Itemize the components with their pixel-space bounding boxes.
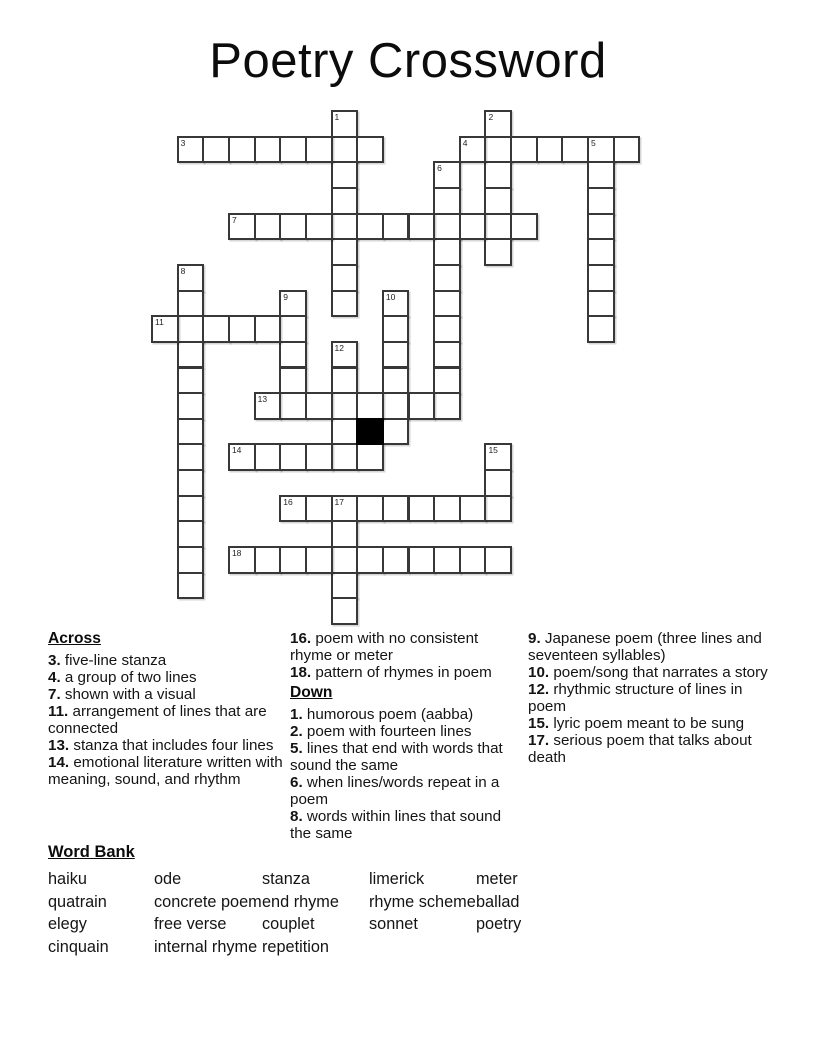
grid-cell[interactable] [433, 161, 461, 189]
grid-cell[interactable] [177, 572, 205, 600]
word-bank-column [369, 868, 476, 959]
grid-cell[interactable] [433, 546, 461, 574]
clue-column-left [48, 630, 285, 788]
grid-cell[interactable] [177, 315, 205, 343]
grid-cell[interactable] [228, 315, 256, 343]
grid-cell[interactable] [484, 469, 512, 497]
grid-cell[interactable] [331, 187, 359, 215]
clue-column-right [528, 630, 771, 766]
cell-number: 14 [231, 445, 242, 456]
clue-header-across: Across [48, 630, 101, 647]
clue-down-15 [528, 715, 771, 732]
grid-cell[interactable] [254, 136, 282, 164]
grid-cell[interactable] [279, 546, 307, 574]
clue-text: five-line stanza [60, 652, 167, 669]
cell-number: 16 [283, 496, 293, 507]
clue-number: 13. [48, 737, 70, 754]
grid-cell[interactable] [356, 213, 384, 241]
grid-cell[interactable] [433, 392, 461, 420]
grid-cell[interactable] [587, 161, 615, 189]
grid-cell[interactable] [433, 495, 461, 523]
clue-number: 12. [528, 681, 550, 698]
grid-cell[interactable] [484, 136, 512, 164]
clue-down-1 [290, 706, 522, 723]
grid-cell[interactable] [382, 367, 410, 395]
grid-cell[interactable] [279, 341, 307, 369]
clue-number: 15. [528, 715, 550, 732]
grid-cell[interactable] [331, 520, 359, 548]
grid-cell[interactable] [228, 443, 256, 471]
grid-cell[interactable] [177, 367, 205, 395]
black-cell [356, 418, 384, 446]
grid-cell[interactable] [305, 136, 333, 164]
grid-cell[interactable] [408, 392, 436, 420]
clue-text: shown with a visual [60, 686, 196, 703]
clue-text: poem with no consistent rhyme or meter [290, 630, 479, 664]
clue-number: 6. [290, 774, 303, 791]
clue-down-8 [290, 808, 522, 842]
clue-header-down: Down [290, 684, 333, 701]
grid-cell[interactable] [484, 187, 512, 215]
clue-number: 5. [290, 740, 303, 757]
grid-cell[interactable] [408, 546, 436, 574]
grid-cell[interactable] [254, 443, 282, 471]
grid-cell[interactable] [177, 290, 205, 318]
grid-cell[interactable] [408, 495, 436, 523]
grid-cell[interactable] [510, 136, 538, 164]
cell-number: 13 [257, 394, 268, 405]
word-bank-word: rhyme scheme [369, 892, 476, 911]
grid-cell[interactable] [305, 495, 333, 523]
clue-number: 14. [48, 754, 70, 771]
grid-cell[interactable] [305, 213, 333, 241]
grid-cell[interactable] [613, 136, 641, 164]
grid-cell[interactable] [382, 546, 410, 574]
grid-cell[interactable] [356, 136, 384, 164]
grid-cell[interactable] [177, 392, 205, 420]
clue-number: 9. [528, 630, 541, 647]
grid-cell[interactable] [356, 443, 384, 471]
clue-text: serious poem that talks about death [528, 732, 752, 766]
grid-cell[interactable] [228, 136, 256, 164]
clue-down-17 [528, 732, 771, 766]
clue-text: a group of two lines [60, 669, 197, 686]
grid-cell[interactable] [561, 136, 589, 164]
cell-number: 10 [385, 291, 396, 302]
clue-across-11 [48, 703, 285, 737]
word-bank-word: ode [154, 870, 182, 888]
grid-cell[interactable] [305, 392, 333, 420]
clue-text: when lines/words repeat in a poem [290, 774, 500, 808]
clue-number: 2. [290, 723, 303, 740]
clue-text: poem/song that narrates a story [549, 664, 768, 681]
grid-cell[interactable] [356, 546, 384, 574]
clue-number: 3. [48, 652, 61, 669]
grid-cell[interactable] [279, 136, 307, 164]
clue-down-6 [290, 774, 522, 808]
crossword-grid [151, 110, 641, 626]
word-bank-word: cinquain [48, 938, 109, 957]
cell-number: 11 [155, 317, 164, 328]
word-bank-columns [48, 868, 748, 959]
grid-cell[interactable] [331, 546, 359, 574]
grid-cell[interactable] [459, 136, 487, 164]
grid-cell[interactable] [331, 264, 359, 292]
grid-cell[interactable] [331, 161, 359, 189]
clue-down-5 [290, 740, 522, 774]
grid-cell[interactable] [433, 315, 461, 343]
grid-cell[interactable] [587, 290, 615, 318]
grid-cell[interactable] [536, 136, 564, 164]
grid-cell[interactable] [356, 392, 384, 420]
clue-text: words within lines that sound the same [290, 808, 502, 842]
clue-number: 4. [48, 669, 61, 686]
grid-cell[interactable] [331, 341, 359, 369]
grid-cell[interactable] [177, 418, 205, 446]
word-bank-column [262, 868, 369, 959]
word-bank-column [48, 868, 154, 959]
cell-number: 6 [437, 163, 442, 174]
grid-cell[interactable] [587, 238, 615, 266]
clue-text: poem with fourteen lines [302, 723, 472, 740]
clue-text: rhythmic structure of lines in poem [528, 681, 743, 715]
grid-cell[interactable] [331, 238, 359, 266]
clue-down-12 [528, 681, 771, 715]
cell-number: 4 [462, 137, 468, 148]
grid-cell[interactable] [177, 520, 205, 548]
grid-cell[interactable] [382, 418, 410, 446]
word-bank-word: repetition [262, 938, 329, 957]
grid-cell[interactable] [484, 495, 512, 523]
grid-cell[interactable] [484, 161, 512, 189]
word-bank-word: stanza [262, 870, 310, 888]
grid-cell[interactable] [587, 136, 615, 164]
grid-cell[interactable] [331, 136, 359, 164]
grid-cell[interactable] [433, 290, 461, 318]
cell-number: 18 [231, 548, 242, 559]
grid-cell[interactable] [459, 213, 487, 241]
grid-cell[interactable] [228, 546, 256, 574]
cell-number: 12 [334, 342, 345, 353]
grid-cell[interactable] [459, 495, 487, 523]
grid-cell[interactable] [331, 572, 359, 600]
word-bank-column [476, 868, 521, 959]
grid-cell[interactable] [279, 367, 307, 395]
grid-cell[interactable] [177, 264, 205, 292]
grid-cell[interactable] [433, 187, 461, 215]
grid-cell[interactable] [382, 315, 410, 343]
word-bank-header: Word Bank [48, 843, 135, 861]
clue-across-13 [48, 737, 285, 754]
clue-across-14 [48, 754, 285, 788]
clue-number: 16. [290, 630, 312, 647]
grid-cell[interactable] [433, 213, 461, 241]
page-title: Poetry Crossword [209, 34, 607, 88]
grid-cell[interactable] [254, 392, 282, 420]
grid-cell[interactable] [484, 213, 512, 241]
grid-cell[interactable] [382, 392, 410, 420]
grid-cell[interactable] [382, 290, 410, 318]
grid-cell[interactable] [331, 495, 359, 523]
grid-cell[interactable] [433, 264, 461, 292]
clue-number: 7. [48, 686, 61, 703]
grid-cell[interactable] [459, 546, 487, 574]
clue-number: 17. [528, 732, 550, 749]
cell-number: 9 [283, 291, 288, 302]
grid-cell[interactable] [331, 392, 359, 420]
grid-cell[interactable] [433, 238, 461, 266]
grid-cell[interactable] [331, 418, 359, 446]
grid-cell[interactable] [177, 136, 205, 164]
grid-cell[interactable] [279, 315, 307, 343]
grid-cell[interactable] [279, 213, 307, 241]
cell-number: 17 [334, 496, 345, 507]
clue-number: 10. [528, 664, 550, 681]
word-bank-word: internal rhyme [154, 938, 258, 957]
clue-number: 11. [48, 703, 69, 720]
grid-cell[interactable] [254, 546, 282, 574]
clue-number: 1. [290, 706, 303, 723]
clue-text: humorous poem (aabba) [302, 706, 474, 723]
grid-cell[interactable] [228, 213, 256, 241]
grid-cell[interactable] [279, 443, 307, 471]
word-bank-word: poetry [476, 915, 522, 934]
cell-number: 3 [180, 137, 186, 148]
grid-cell[interactable] [484, 443, 512, 471]
grid-cell[interactable] [587, 315, 615, 343]
clue-down-10 [528, 664, 771, 681]
cell-number: 8 [180, 265, 186, 276]
clue-text: pattern of rhymes in poem [311, 664, 492, 681]
clue-text: emotional literature written with meaning, sound, and rhythm [48, 754, 283, 788]
grid-cell[interactable] [433, 341, 461, 369]
word-bank-word: free verse [154, 915, 227, 934]
grid-cell[interactable] [587, 187, 615, 215]
grid-cell[interactable] [279, 392, 307, 420]
cell-number: 5 [591, 137, 596, 148]
clue-text: stanza that includes four lines [69, 737, 274, 754]
clue-number: 8. [290, 808, 303, 825]
clue-down-2 [290, 723, 522, 740]
word-bank-word: haiku [48, 870, 87, 888]
cell-number: 15 [488, 445, 498, 456]
clue-across-3 [48, 652, 285, 669]
grid-cell[interactable] [254, 315, 282, 343]
cell-number: 7 [231, 214, 237, 225]
grid-cell[interactable] [484, 110, 512, 138]
grid-cell[interactable] [331, 110, 359, 138]
clue-text: arrangement of lines that are connected [48, 703, 267, 737]
grid-cell[interactable] [331, 213, 359, 241]
word-bank-word: quatrain [48, 892, 107, 911]
clue-column-middle [290, 630, 522, 842]
word-bank-word: end rhyme [262, 892, 339, 911]
grid-cell[interactable] [177, 469, 205, 497]
word-bank [48, 843, 748, 959]
grid-cell[interactable] [510, 213, 538, 241]
grid-cell[interactable] [408, 213, 436, 241]
cell-number: 2 [488, 112, 494, 122]
grid-cell[interactable] [305, 546, 333, 574]
clue-down-9 [528, 630, 771, 664]
grid-cell[interactable] [382, 495, 410, 523]
grid-cell[interactable] [177, 495, 205, 523]
grid-cell[interactable] [587, 213, 615, 241]
clue-across-7 [48, 686, 285, 703]
clue-across-16 [290, 630, 522, 664]
clue-across-18 [290, 664, 522, 681]
word-bank-word: couplet [262, 915, 315, 934]
grid-cell[interactable] [177, 341, 205, 369]
word-bank-word: limerick [369, 870, 425, 888]
word-bank-word: concrete poem [154, 892, 262, 911]
grid-cell[interactable] [382, 213, 410, 241]
grid-cell[interactable] [356, 495, 384, 523]
clue-text: Japanese poem (three lines and seventeen syllables) [528, 630, 762, 664]
word-bank-column [154, 868, 262, 959]
clue-text: lines that end with words that sound the same [290, 740, 503, 774]
grid-cell[interactable] [484, 546, 512, 574]
word-bank-word: ballad [476, 892, 520, 911]
grid-cell[interactable] [254, 213, 282, 241]
grid-cell[interactable] [331, 597, 359, 625]
grid-cell[interactable] [433, 367, 461, 395]
grid-cell[interactable] [202, 136, 230, 164]
grid-cell[interactable] [331, 367, 359, 395]
grid-cell[interactable] [382, 341, 410, 369]
grid-cell[interactable] [202, 315, 230, 343]
grid-cell[interactable] [177, 443, 205, 471]
word-bank-word: elegy [48, 915, 87, 934]
word-bank-word: sonnet [369, 915, 418, 934]
grid-cell[interactable] [331, 443, 359, 471]
grid-cell[interactable] [279, 495, 307, 523]
grid-cell[interactable] [279, 290, 307, 318]
grid-cell[interactable] [484, 238, 512, 266]
cell-number: 1 [334, 112, 340, 122]
clue-number: 18. [290, 664, 312, 681]
grid-cell[interactable] [151, 315, 179, 343]
grid-cell[interactable] [177, 546, 205, 574]
grid-cell[interactable] [587, 264, 615, 292]
grid-cell[interactable] [305, 443, 333, 471]
grid-cell[interactable] [331, 290, 359, 318]
clue-text: lyric poem meant to be sung [549, 715, 745, 732]
clue-across-4 [48, 669, 285, 686]
word-bank-word: meter [476, 870, 518, 888]
